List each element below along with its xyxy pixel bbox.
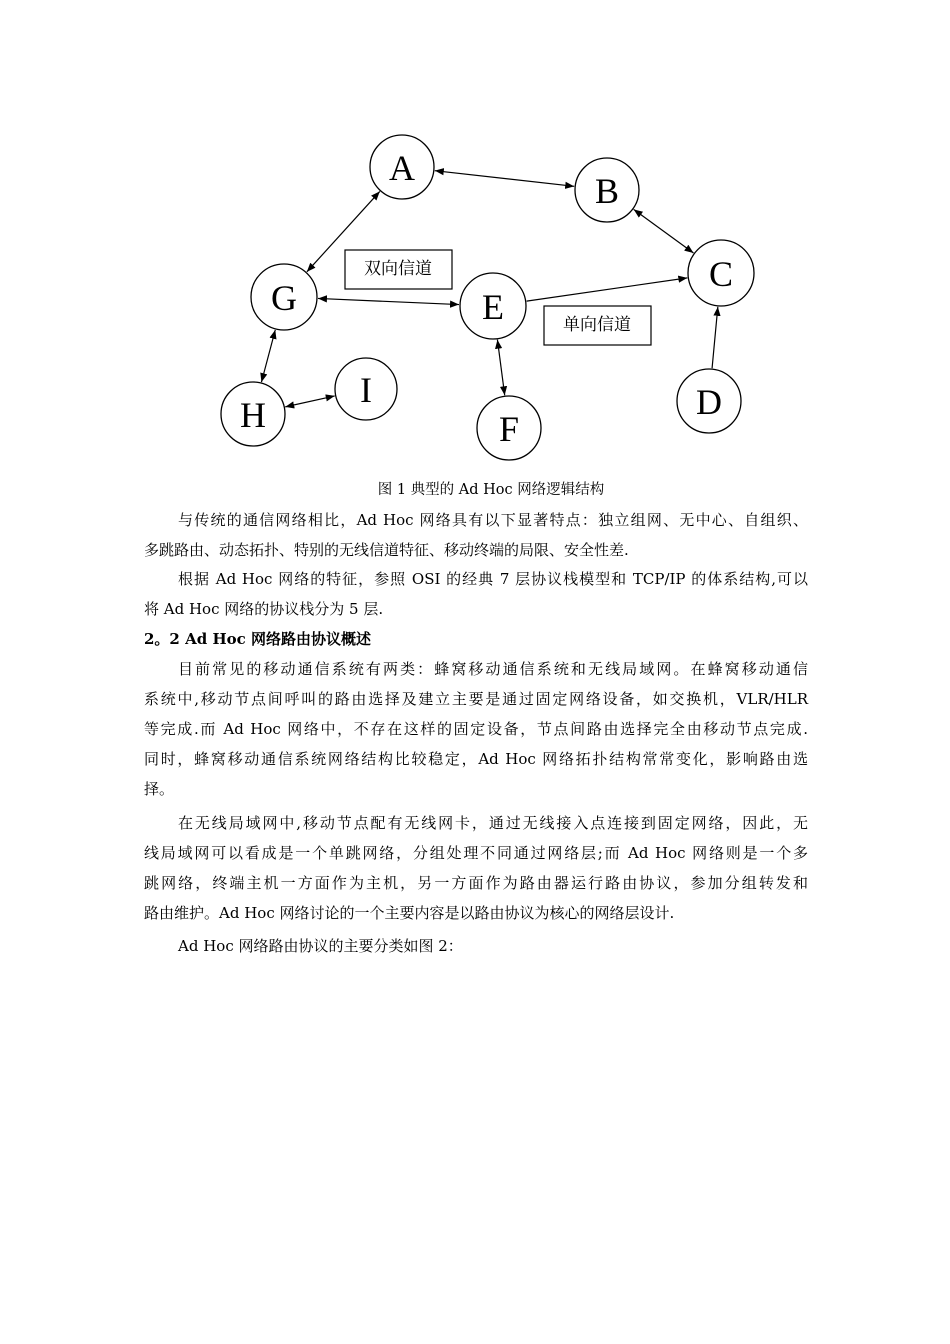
node-label: H xyxy=(240,395,266,435)
text-line: 等完成.而 Ad Hoc 网络中，不存在这样的固定设备，节点间路由选择完全由移动节点完成. xyxy=(144,720,808,738)
node-a xyxy=(370,135,434,199)
bidirectional-channel-label xyxy=(345,250,452,289)
text-line: 线局域网可以看成是一个单跳网络，分组处理不同通过网络层;而 Ad Hoc 网络则是一个多 xyxy=(144,844,808,862)
node-label: G xyxy=(271,278,297,318)
node-i xyxy=(335,358,397,420)
node-label: B xyxy=(594,171,620,211)
paragraph-features xyxy=(144,505,808,565)
paragraph-protocol-stack xyxy=(144,564,808,624)
text-line: 择。 xyxy=(144,780,175,798)
node-c xyxy=(688,240,754,306)
node-label: E xyxy=(482,287,504,327)
text-line: 将 Ad Hoc 网络的协议栈分为 5 层. xyxy=(144,600,384,618)
paragraph-routing-classification xyxy=(144,931,808,961)
text-line: 根据 Ad Hoc 网络的特征，参照 OSI 的经典 7 层协议栈模型和 TCP/IP 的体系结构,可以 xyxy=(178,570,808,588)
node-label: F xyxy=(498,409,520,449)
node-label: C xyxy=(708,254,734,294)
text-line: Ad Hoc 网络路由协议的主要分类如图 2： xyxy=(178,937,463,955)
node-d xyxy=(677,369,741,433)
text-line: 系统中,移动节点间呼叫的路由选择及建立主要是通过固定网络设备，如交换机，VLR/HLR xyxy=(144,690,808,708)
unidirectional-channel-text: 单向信道 xyxy=(563,315,631,335)
paragraph-cellular-comparison xyxy=(144,654,808,804)
text-line: 与传统的通信网络相比，Ad Hoc 网络具有以下显著特点：独立组网、无中心、自组织、 xyxy=(178,511,808,529)
node-label: I xyxy=(360,370,372,410)
edge-b-c xyxy=(634,209,694,253)
edge-e-c xyxy=(527,278,688,301)
node-label: A xyxy=(389,148,415,188)
node-g xyxy=(251,264,317,330)
bidirectional-channel-text: 双向信道 xyxy=(364,259,432,279)
node-label: D xyxy=(696,382,722,422)
edge-a-b xyxy=(435,171,574,187)
edge-g-h xyxy=(261,330,275,382)
text-line: 跳网络，终端主机一方面作为主机，另一方面作为路由器运行路由协议，参加分组转发和 xyxy=(144,874,808,892)
unidirectional-channel-label xyxy=(544,306,651,345)
node-f xyxy=(477,396,541,460)
text-line: 目前常见的移动通信系统有两类：蜂窝移动通信系统和无线局域网。在蜂窝移动通信 xyxy=(178,660,808,678)
edge-h-i xyxy=(285,396,335,407)
node-h xyxy=(221,382,285,446)
text-line: 多跳路由、动态拓扑、特别的无线信道特征、移动终端的局限、安全性差. xyxy=(144,541,629,559)
text-line: 在无线局域网中,移动节点配有无线网卡，通过无线接入点连接到固定网络，因此，无 xyxy=(178,814,808,832)
edge-g-e xyxy=(318,298,459,304)
edge-d-c xyxy=(712,307,718,368)
paragraph-wlan-comparison xyxy=(144,808,808,928)
section-heading: 2。2 Ad Hoc 网络路由协议概述 xyxy=(144,630,371,648)
nodes xyxy=(221,135,754,460)
node-e xyxy=(460,273,526,339)
text-line: 同时，蜂窝移动通信系统网络结构比较稳定，Ad Hoc 网络拓扑结构常常变化，影响路由选 xyxy=(144,750,808,768)
text-line: 路由维护。Ad Hoc 网络讨论的一个主要内容是以路由协议为核心的网络层设计. xyxy=(144,904,675,922)
edge-e-f xyxy=(497,340,504,396)
node-b xyxy=(575,158,639,222)
figure-caption: 图 1 典型的 Ad Hoc 网络逻辑结构 xyxy=(377,482,605,498)
network-diagram xyxy=(0,0,950,470)
